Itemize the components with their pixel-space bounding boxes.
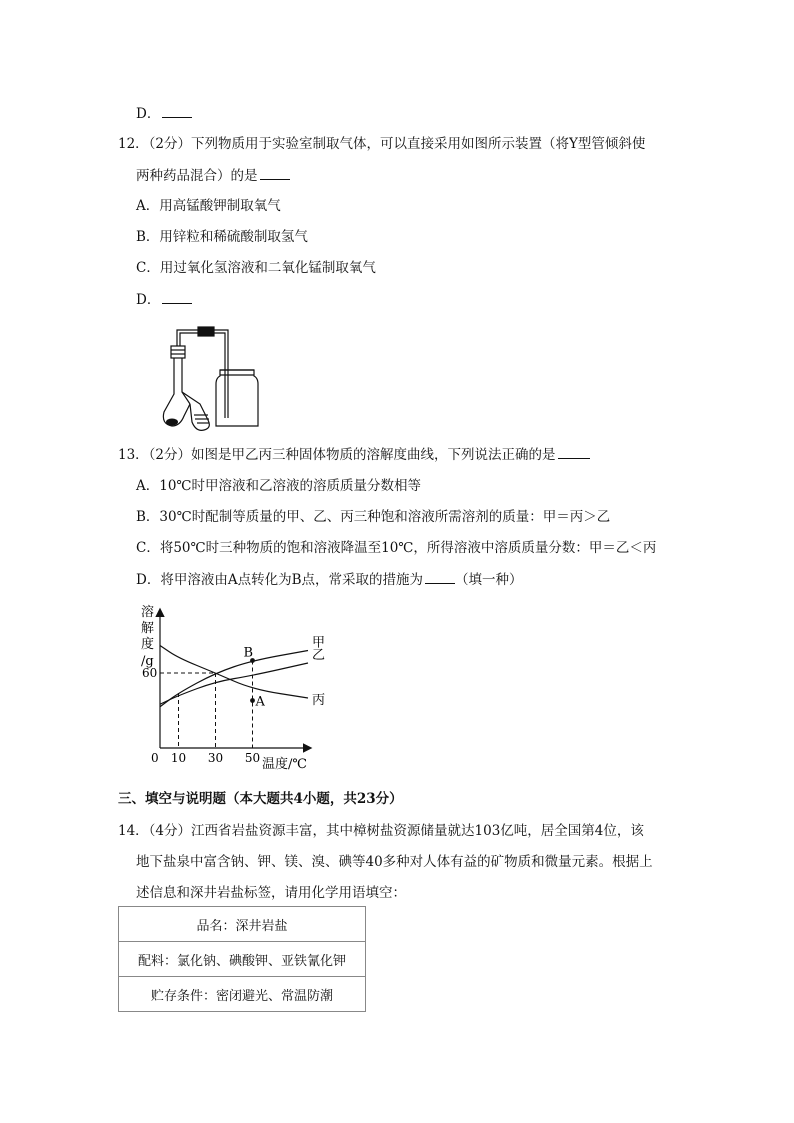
q12-stem-line1: 12．（2分）下列物质用于实验室制取气体，可以直接采用如图所示装置（将Y型管倾斜使 [118, 136, 646, 152]
q13-option-a: A．10℃时甲溶液和乙溶液的溶质质量分数相等 [136, 478, 422, 494]
q13-option-b: B．30℃时配制等质量的甲、乙、丙三种饱和溶液所需溶剂的质量：甲＝丙＞乙 [136, 509, 611, 525]
point-label-B: B [243, 645, 254, 661]
x-tick-30: 30 [207, 751, 224, 765]
label-storage: 贮存条件：密闭避光、常温防潮 [119, 977, 366, 1012]
series-label-3: 丙 [312, 693, 326, 708]
q12-option-b: B．用锌粒和稀硫酸制取氢气 [136, 229, 308, 245]
point-label-A: A [255, 694, 265, 710]
x-tick-50: 50 [244, 751, 261, 765]
q14-stem-line1: 14．（4分）江西省岩盐资源丰富，其中樟树盐资源储量就达103亿吨，居全国第4位，该 [118, 823, 644, 839]
y-axis-label-char-2: 解 [141, 621, 155, 636]
label-product-name: 品名：深井岩盐 [119, 907, 366, 942]
q14-stem-line2: 地下盐泉中富含钠、钾、镁、溴、碘等40多种对人体有益的矿物质和微量元素。根据上 [136, 854, 653, 870]
x-tick-10: 10 [170, 751, 187, 765]
solubility-curve-chart [138, 602, 328, 778]
q14-stem-line3: 述信息和深井岩盐标签，请用化学用语填空： [136, 885, 406, 901]
y-axis-label-char-4: /g [141, 654, 154, 669]
q13-option-d: D．将甲溶液由A点转化为B点，常采取的措施为 （填一种） [136, 569, 523, 590]
point-A [250, 698, 255, 703]
q12-option-a: A．用高锰酸钾制取氧气 [136, 198, 281, 214]
answer-blank [162, 103, 192, 118]
answer-blank [260, 165, 290, 180]
series-label-2: 乙 [312, 648, 326, 663]
y-tick-60: 60 [142, 666, 158, 680]
curve-2 [160, 663, 308, 704]
series-label-1: 甲 [312, 635, 326, 651]
label-ingredients: 配料：氯化钠、碘酸钾、亚铁氰化钾 [119, 942, 366, 977]
q13-stem: 13．（2分）如图是甲乙丙三种固体物质的溶解度曲线，下列说法正确的是 [118, 444, 590, 465]
section-3-title: 三、填空与说明题（本大题共4小题，共23分） [118, 791, 403, 807]
x-axis-label: 温度/℃ [262, 757, 307, 772]
x-tick-0: 0 [151, 751, 159, 765]
answer-blank [162, 289, 192, 304]
q12-option-c: C．用过氧化氢溶液和二氧化锰制取氧气 [136, 260, 376, 276]
answer-blank [425, 569, 455, 584]
q12-stem-line2: 两种药品混合）的是 [136, 165, 290, 186]
answer-blank [558, 444, 590, 459]
y-axis-label-char-3: 度 [141, 637, 155, 652]
y-tube-apparatus-figure [160, 320, 270, 432]
y-axis-label-char-1: 溶 [141, 605, 155, 620]
curve-3 [160, 646, 308, 699]
q11-option-d: D． [136, 103, 192, 124]
salt-label-table [118, 906, 366, 1012]
q13-option-c: C．将50℃时三种物质的饱和溶液降温至10℃，所得溶液中溶质质量分数：甲＝乙＜丙 [136, 540, 657, 556]
q12-option-d: D． [136, 289, 192, 310]
